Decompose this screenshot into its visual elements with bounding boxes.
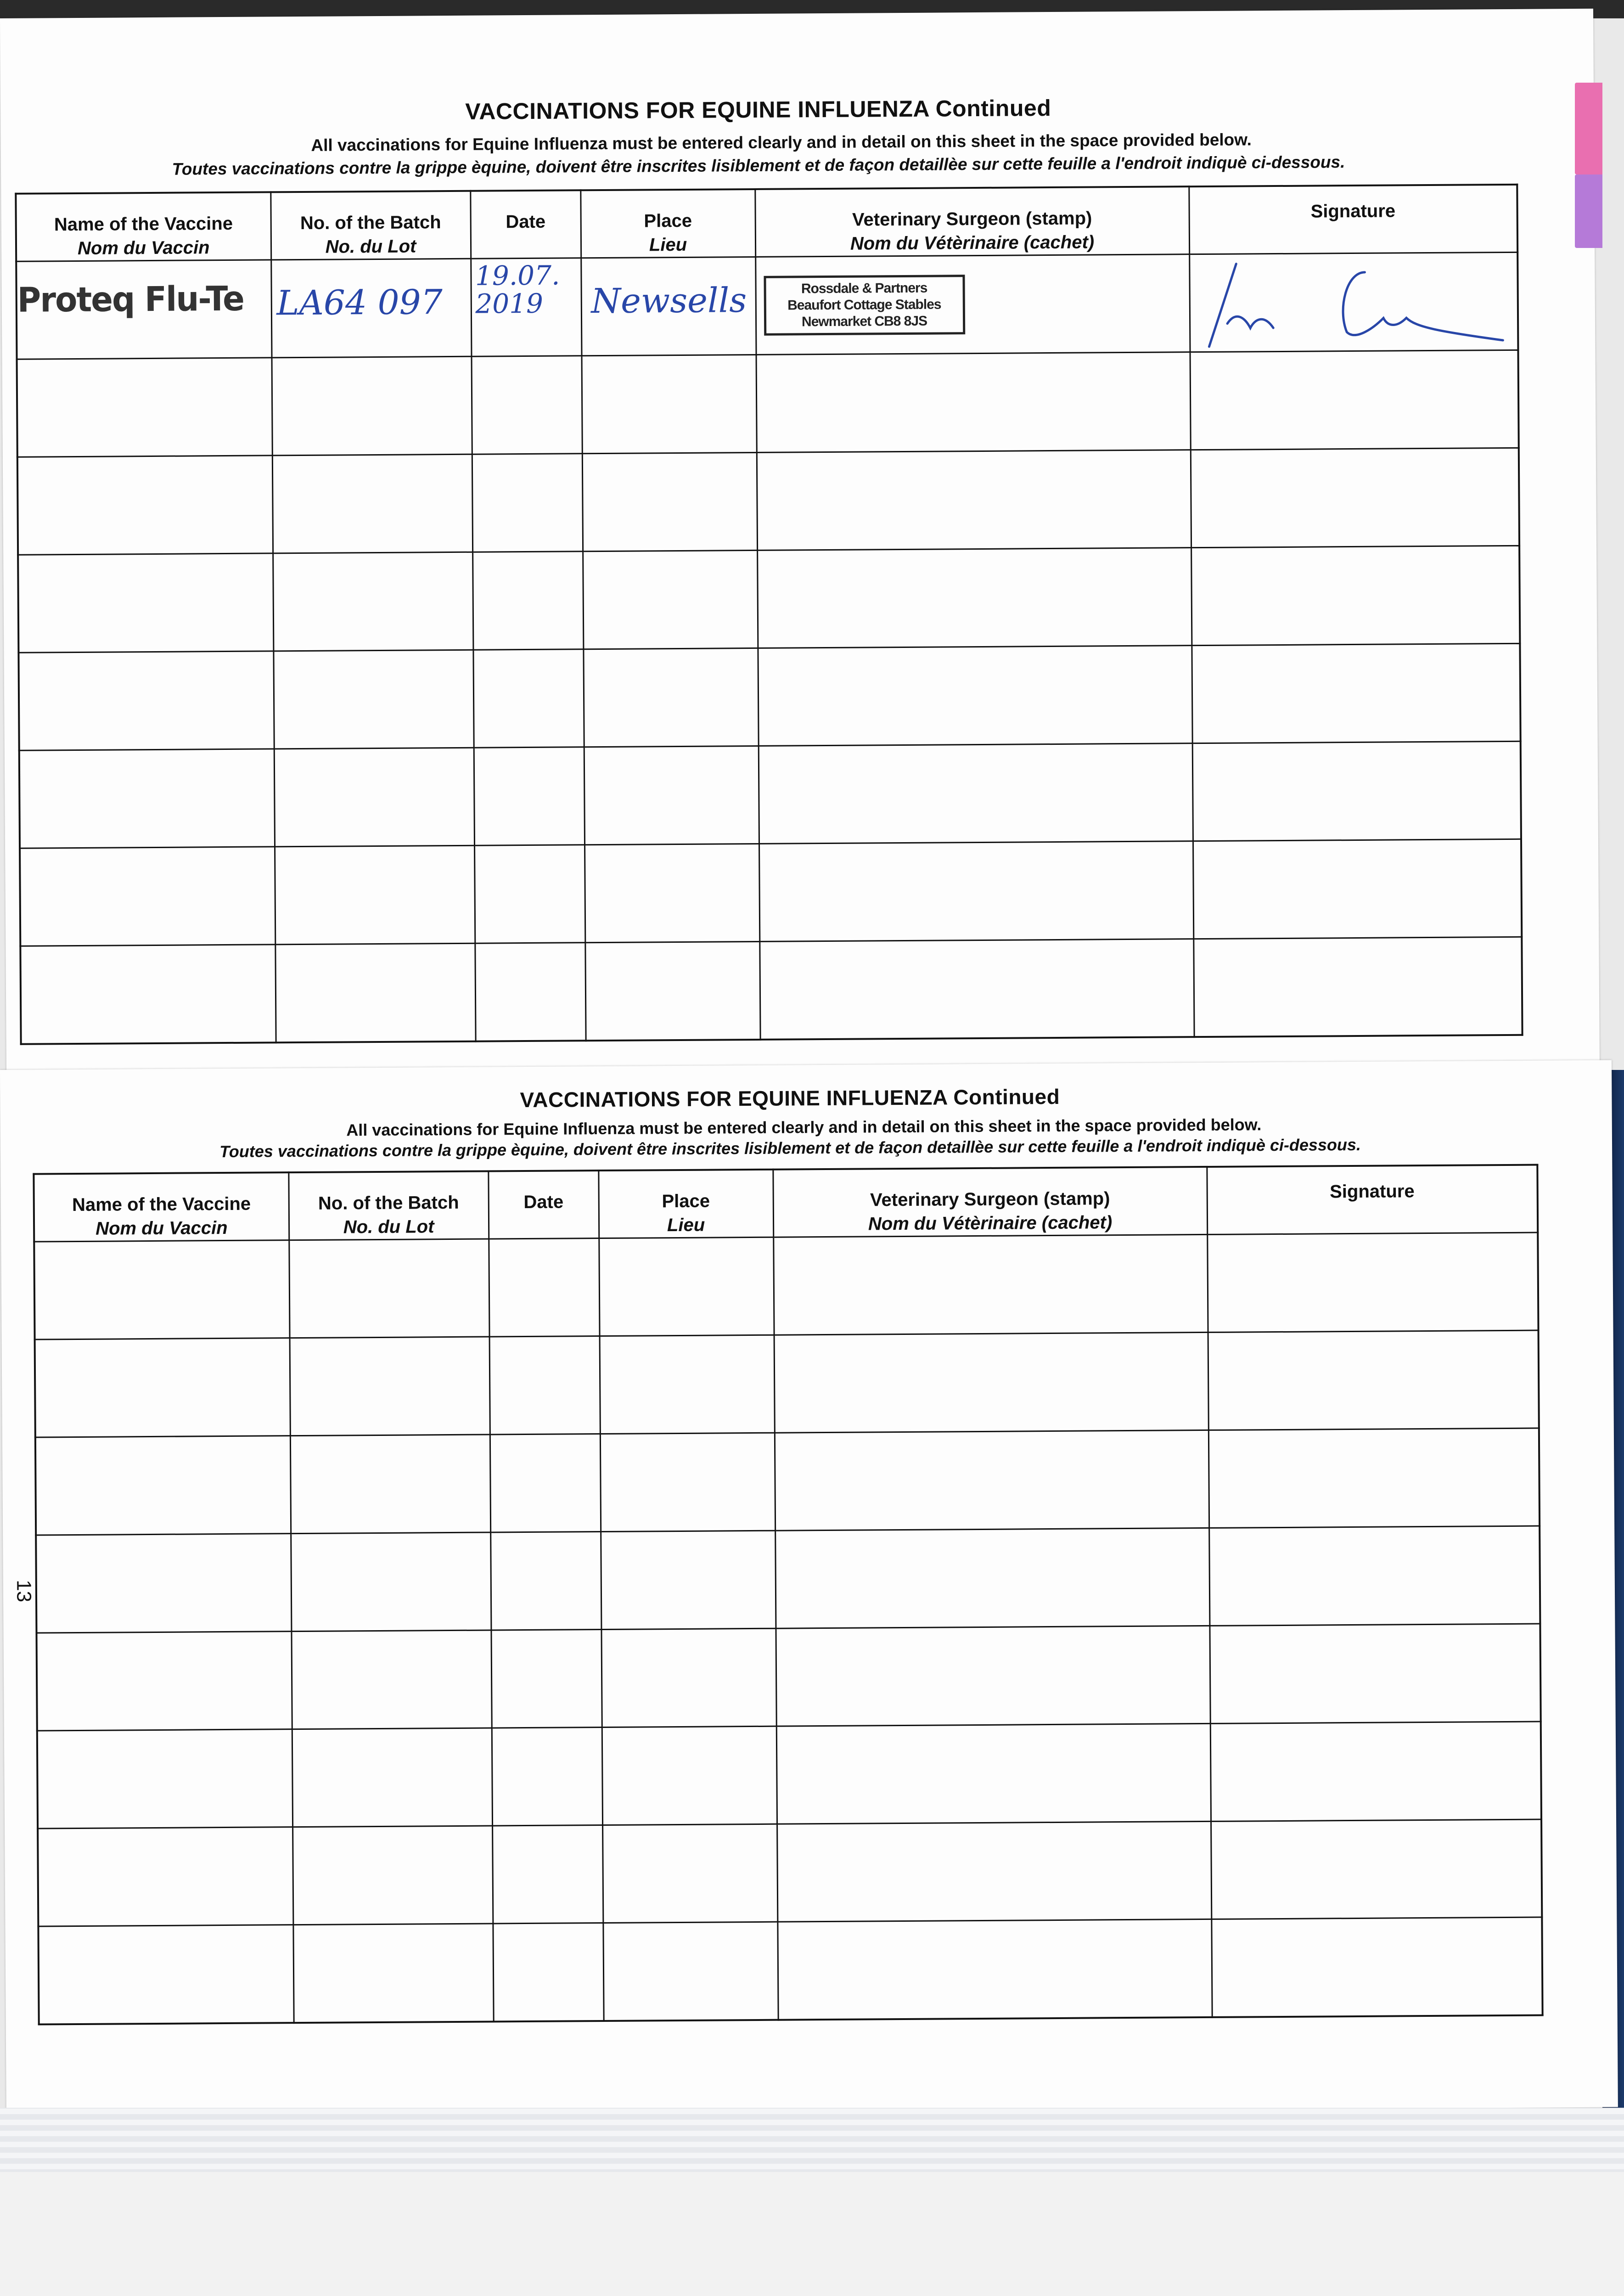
upper-vaccination-table bbox=[15, 184, 1523, 1045]
table-row bbox=[34, 1232, 1538, 1339]
page-number: 13 bbox=[12, 1580, 35, 1603]
upper-header-row bbox=[16, 185, 1517, 261]
empty-cell[interactable] bbox=[491, 1630, 601, 1728]
empty-cell[interactable] bbox=[777, 1821, 1211, 1922]
table-row bbox=[36, 1624, 1540, 1731]
empty-cell[interactable] bbox=[492, 1825, 603, 1924]
empty-cell[interactable] bbox=[1208, 1428, 1540, 1528]
empty-cell[interactable] bbox=[1211, 1917, 1542, 2017]
header-vet: Veterinary Surgeon (stamp) Nom du Vétèrinaire (cachet) bbox=[773, 1167, 1207, 1237]
empty-cell[interactable] bbox=[1193, 839, 1522, 939]
table-row bbox=[19, 741, 1521, 848]
page-tab-violet[interactable] bbox=[1575, 174, 1602, 248]
upper-instruction-fr: Toutes vaccinations contre la grippe èquine, doivent être inscrites lisiblement et de façon detaillèe sur cette feuille a l'endroit indiquè ci-dessous. bbox=[172, 152, 1345, 179]
entry-vaccine-cell bbox=[16, 260, 271, 359]
entry-date: 19.07. 2019 bbox=[475, 259, 560, 320]
empty-cell[interactable] bbox=[17, 358, 272, 457]
lower-page bbox=[0, 1060, 1618, 2117]
empty-cell[interactable] bbox=[1190, 350, 1518, 450]
empty-cell[interactable] bbox=[775, 1528, 1209, 1628]
empty-cell[interactable] bbox=[274, 748, 474, 847]
table-row bbox=[17, 350, 1519, 457]
entry-batch: LA64 097 bbox=[276, 282, 443, 323]
table-row bbox=[20, 839, 1522, 946]
table-row bbox=[36, 1526, 1540, 1633]
empty-cell[interactable] bbox=[777, 1919, 1212, 2020]
header-place: Place Lieu bbox=[580, 189, 755, 258]
header-batch: No. of the Batch No. du Lot bbox=[270, 191, 471, 260]
empty-cell[interactable] bbox=[603, 1922, 778, 2021]
empty-cell[interactable] bbox=[37, 1729, 292, 1829]
empty-cell[interactable] bbox=[582, 452, 757, 551]
empty-cell[interactable] bbox=[475, 943, 585, 1041]
empty-cell[interactable] bbox=[275, 845, 475, 945]
empty-cell[interactable] bbox=[272, 356, 472, 456]
lower-instruction-en: All vaccinations for Equine Influenza must be entered clearly and in detail on this sheet in the space provided below. bbox=[346, 1115, 1262, 1140]
empty-cell[interactable] bbox=[759, 743, 1193, 844]
empty-cell[interactable] bbox=[292, 1826, 493, 1925]
table-row bbox=[35, 1428, 1540, 1535]
entry-date-cell bbox=[471, 258, 581, 356]
empty-cell[interactable] bbox=[293, 1924, 493, 2023]
empty-cell[interactable] bbox=[758, 646, 1192, 746]
empty-cell[interactable] bbox=[583, 648, 758, 747]
empty-cell[interactable] bbox=[289, 1239, 489, 1338]
empty-cell[interactable] bbox=[17, 456, 273, 555]
table-row bbox=[38, 1819, 1542, 1926]
table-row bbox=[18, 643, 1520, 750]
empty-cell[interactable] bbox=[19, 749, 275, 848]
empty-cell[interactable] bbox=[756, 352, 1191, 453]
header-vet: Veterinary Surgeon (stamp) Nom du Vétèrinaire (cachet) bbox=[755, 186, 1189, 257]
empty-cell[interactable] bbox=[1193, 937, 1522, 1037]
table-row bbox=[35, 1330, 1539, 1437]
entry-place-cell bbox=[581, 257, 756, 355]
empty-cell[interactable] bbox=[775, 1430, 1209, 1531]
empty-cell[interactable] bbox=[601, 1628, 776, 1727]
scan-bottom-area bbox=[0, 2108, 1624, 2296]
empty-cell[interactable] bbox=[474, 747, 584, 845]
entry-batch-cell bbox=[271, 259, 471, 358]
empty-cell[interactable] bbox=[600, 1433, 775, 1531]
empty-cell[interactable] bbox=[585, 941, 760, 1041]
page-tab-pink[interactable] bbox=[1575, 83, 1602, 174]
lower-form-title: VACCINATIONS FOR EQUINE INFLUENZA Continued bbox=[520, 1084, 1060, 1112]
table-row bbox=[18, 546, 1520, 653]
header-date: Date bbox=[488, 1171, 599, 1239]
empty-cell[interactable] bbox=[1192, 741, 1521, 841]
empty-cell[interactable] bbox=[1209, 1624, 1540, 1723]
empty-cell[interactable] bbox=[1207, 1232, 1538, 1332]
empty-cell[interactable] bbox=[292, 1728, 492, 1827]
table-row bbox=[16, 252, 1518, 359]
header-vaccine: Name of the Vaccine Nom du Vaccin bbox=[34, 1172, 289, 1242]
empty-cell[interactable] bbox=[584, 844, 759, 942]
empty-cell[interactable] bbox=[492, 1728, 602, 1826]
empty-cell[interactable] bbox=[490, 1532, 601, 1630]
empty-cell[interactable] bbox=[490, 1434, 601, 1532]
vet-stamp: Rossdale & Partners Beaufort Cottage Stables Newmarket CB8 8JS bbox=[764, 275, 965, 336]
empty-cell[interactable] bbox=[18, 651, 274, 750]
header-vaccine: Name of the Vaccine Nom du Vaccin bbox=[16, 192, 271, 261]
empty-cell[interactable] bbox=[20, 847, 275, 946]
empty-cell[interactable] bbox=[583, 550, 758, 649]
header-place: Place Lieu bbox=[598, 1170, 773, 1238]
table-row bbox=[38, 1917, 1542, 2025]
empty-cell[interactable] bbox=[290, 1337, 490, 1436]
header-date: Date bbox=[470, 190, 581, 259]
handwritten-signature-icon bbox=[1199, 253, 1512, 351]
empty-cell[interactable] bbox=[291, 1630, 491, 1729]
empty-cell[interactable] bbox=[602, 1824, 777, 1923]
empty-cell[interactable] bbox=[38, 1925, 293, 2025]
empty-cell[interactable] bbox=[602, 1726, 777, 1825]
empty-cell[interactable] bbox=[489, 1238, 599, 1337]
empty-cell[interactable] bbox=[759, 939, 1194, 1040]
empty-cell[interactable] bbox=[584, 746, 759, 844]
empty-cell[interactable] bbox=[776, 1723, 1211, 1824]
empty-cell[interactable] bbox=[291, 1532, 491, 1632]
empty-cell[interactable] bbox=[273, 650, 473, 749]
empty-cell[interactable] bbox=[1208, 1330, 1539, 1430]
upper-page bbox=[0, 9, 1600, 1088]
empty-cell[interactable] bbox=[273, 552, 473, 651]
empty-cell[interactable] bbox=[757, 548, 1191, 648]
empty-cell[interactable] bbox=[1191, 643, 1520, 743]
empty-cell[interactable] bbox=[18, 553, 273, 653]
upper-form-title: VACCINATIONS FOR EQUINE INFLUENZA Continued bbox=[465, 95, 1051, 124]
empty-cell[interactable] bbox=[582, 355, 757, 453]
empty-cell[interactable] bbox=[290, 1435, 490, 1534]
empty-cell[interactable] bbox=[775, 1626, 1210, 1726]
empty-cell[interactable] bbox=[38, 1827, 293, 1926]
header-signature: Signature bbox=[1189, 185, 1517, 254]
empty-cell[interactable] bbox=[472, 356, 582, 454]
empty-cell[interactable] bbox=[20, 945, 275, 1044]
lower-header-row bbox=[34, 1165, 1538, 1242]
empty-cell[interactable] bbox=[474, 845, 585, 943]
empty-cell[interactable] bbox=[600, 1335, 775, 1434]
empty-cell[interactable] bbox=[774, 1332, 1208, 1433]
empty-cell[interactable] bbox=[599, 1237, 774, 1336]
entry-vaccine: Proteq Flu-Te bbox=[17, 279, 244, 320]
empty-cell[interactable] bbox=[773, 1234, 1208, 1335]
empty-cell[interactable] bbox=[473, 649, 584, 748]
empty-cell[interactable] bbox=[275, 943, 475, 1042]
empty-cell[interactable] bbox=[759, 841, 1193, 942]
empty-cell[interactable] bbox=[36, 1632, 292, 1731]
empty-cell[interactable] bbox=[272, 454, 472, 553]
empty-cell[interactable] bbox=[34, 1240, 289, 1339]
lower-vaccination-table bbox=[33, 1164, 1543, 2026]
empty-cell[interactable] bbox=[1191, 448, 1519, 547]
header-batch: No. of the Batch No. du Lot bbox=[288, 1171, 489, 1240]
scan-bottom-surface bbox=[0, 2172, 1624, 2296]
empty-cell[interactable] bbox=[35, 1338, 290, 1437]
table-row bbox=[17, 448, 1519, 555]
empty-cell[interactable] bbox=[1210, 1722, 1541, 1821]
entry-place: Newsells bbox=[591, 281, 747, 321]
empty-cell[interactable] bbox=[1209, 1526, 1540, 1626]
header-signature: Signature bbox=[1207, 1165, 1538, 1235]
empty-cell[interactable] bbox=[1211, 1819, 1542, 1919]
empty-cell[interactable] bbox=[757, 450, 1191, 551]
empty-cell[interactable] bbox=[601, 1531, 775, 1629]
entry-signature-cell bbox=[1189, 252, 1518, 352]
upper-instruction-en: All vaccinations for Equine Influenza must be entered clearly and in detail on this sheet in the space provided below. bbox=[311, 130, 1252, 155]
empty-cell[interactable] bbox=[1191, 546, 1520, 645]
empty-cell[interactable] bbox=[493, 1923, 603, 2022]
table-row bbox=[37, 1722, 1541, 1829]
empty-cell[interactable] bbox=[36, 1534, 291, 1633]
table-row bbox=[20, 937, 1522, 1044]
empty-cell[interactable] bbox=[472, 551, 583, 650]
empty-cell[interactable] bbox=[35, 1436, 291, 1535]
entry-vet-cell bbox=[755, 254, 1190, 355]
empty-cell[interactable] bbox=[472, 454, 583, 552]
empty-cell[interactable] bbox=[489, 1336, 600, 1435]
lower-instruction-fr: Toutes vaccinations contre la grippe èquine, doivent être inscrites lisiblement et de façon detaillèe sur cette feuille a l'endroit indiquè ci-dessous. bbox=[219, 1135, 1361, 1161]
